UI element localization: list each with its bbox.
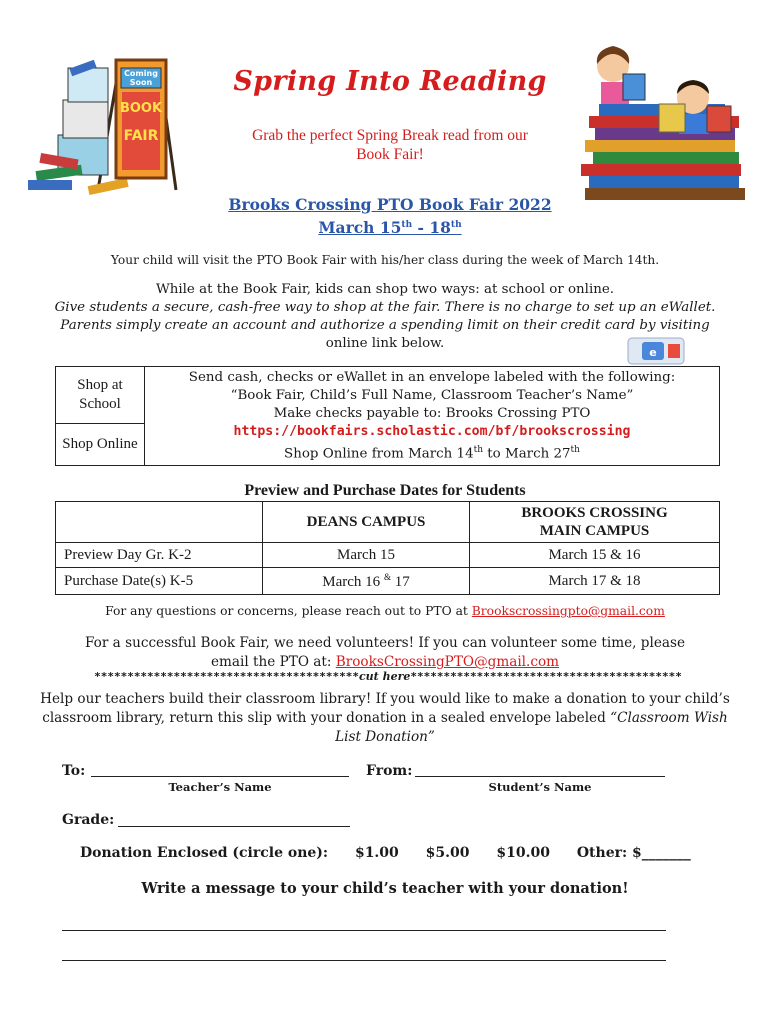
donation-amounts — [80, 845, 713, 861]
main-date: March 17 & 18 — [470, 568, 720, 595]
online-shop-link[interactable]: https://bookfairs.scholastic.com/bf/brookscrossing — [233, 424, 631, 439]
page-title: Spring Into Reading — [233, 66, 547, 97]
questions-text: For any questions or concerns, please reach out to PTO at Brookscrossingpto@gmail.com — [105, 604, 665, 618]
amount-option-other[interactable]: Other: $_______ — [576, 845, 691, 861]
intro-text: Your child will visit the PTO Book Fair with his/her class during the week of March 14th. — [110, 253, 660, 267]
table-header-row — [56, 502, 720, 543]
shop-methods-table — [55, 366, 720, 466]
table-row — [56, 543, 720, 568]
amount-option[interactable]: $10.00 — [496, 845, 550, 861]
volunteer-email-link[interactable]: BrooksCrossingPTO@gmail.com — [335, 654, 560, 670]
subtitle-line-1: Grab the perfect Spring Break read from our — [252, 127, 528, 144]
school-instructions-2: “Book Fair, Child’s Full Name, Classroom Teacher’s Name” — [230, 388, 634, 403]
shop-info-line: While at the Book Fair, kids can shop two ways: at school or online. — [155, 282, 615, 297]
to-label: To: — [62, 763, 86, 779]
sign-fair-text: FAIR — [123, 128, 159, 144]
shop-info-paragraph — [50, 281, 720, 353]
school-instructions-3: Make checks payable to: Brooks Crossing PTO — [273, 406, 591, 421]
fair-dates: March 15th - 18th — [318, 218, 462, 238]
shop-online-label: Shop Online — [56, 423, 145, 465]
amount-option[interactable]: $1.00 — [354, 845, 399, 861]
donation-help-text: Help our teachers build their classroom library! If you would like to make a donation to your child’s classroom library, return this slip with your donation in a sealed envelope labeled “Classroom Wish List Donation” — [40, 691, 730, 745]
donation-enclosed-label: Donation Enclosed (circle one): — [80, 845, 329, 861]
grade-label: Grade: — [62, 812, 115, 828]
ewallet-info-tail: online link below. — [325, 336, 445, 351]
main-date: March 15 & 16 — [470, 543, 720, 568]
deans-campus-header: DEANS CAMPUS — [263, 502, 470, 543]
fair-name: Brooks Crossing PTO Book Fair 2022 — [228, 195, 552, 214]
page-subtitle — [220, 126, 560, 164]
dates-table-title: Preview and Purchase Dates for Students — [244, 482, 526, 499]
dates-table — [55, 501, 720, 595]
empty-header-cell — [56, 502, 263, 543]
table-row — [56, 367, 720, 424]
book-fair-sign-illustration — [28, 40, 178, 200]
row-label: Preview Day Gr. K-2 — [56, 543, 263, 568]
teacher-name-caption: Teacher’s Name — [168, 780, 272, 794]
pto-email-link[interactable]: Brookscrossingpto@gmail.com — [471, 604, 665, 618]
amount-option[interactable]: $5.00 — [425, 845, 470, 861]
shop-details-cell — [145, 367, 720, 466]
sign-soon-text: Soon — [129, 78, 153, 87]
deans-date: March 16 & 17 — [263, 568, 470, 595]
main-campus-header: BROOKS CROSSING MAIN CAMPUS — [470, 502, 720, 543]
table-row — [56, 568, 720, 595]
deans-date: March 15 — [263, 543, 470, 568]
grade-field[interactable] — [118, 812, 350, 827]
cut-here-line: ****************************************cut here***************************************** — [94, 670, 682, 683]
fair-heading — [180, 194, 600, 238]
message-line-1[interactable] — [62, 930, 666, 931]
sign-coming-text: Coming — [124, 69, 158, 78]
online-dates: Shop Online from March 14th to March 27th — [284, 445, 580, 462]
shop-at-school-label: Shop at School — [56, 367, 145, 424]
ewallet-icon — [626, 336, 686, 366]
message-prompt: Write a message to your child’s teacher with your donation! — [141, 880, 629, 897]
kids-reading-illustration — [575, 38, 753, 206]
student-name-field[interactable] — [415, 762, 665, 777]
svg-text:e: e — [649, 346, 657, 359]
message-line-2[interactable] — [62, 960, 666, 961]
from-label: From: — [366, 763, 413, 779]
subtitle-line-2: Book Fair! — [356, 146, 424, 163]
row-label: Purchase Date(s) K-5 — [56, 568, 263, 595]
ewallet-info: Give students a secure, cash-free way to shop at the fair. There is no charge to set up an eWallet. Parents simply create an account and authorize a spending limit on their credit card by visiting — [54, 300, 716, 333]
school-instructions-1: Send cash, checks or eWallet in an envelope labeled with the following: — [188, 370, 676, 385]
student-name-caption: Student’s Name — [488, 780, 592, 794]
teacher-name-field[interactable] — [91, 762, 349, 777]
volunteer-text: For a successful Book Fair, we need volunteers! If you can volunteer some time, please email the PTO at: BrooksCrossingPTO@gmail.com — [84, 635, 686, 670]
sign-book-text: BOOK — [119, 101, 163, 116]
